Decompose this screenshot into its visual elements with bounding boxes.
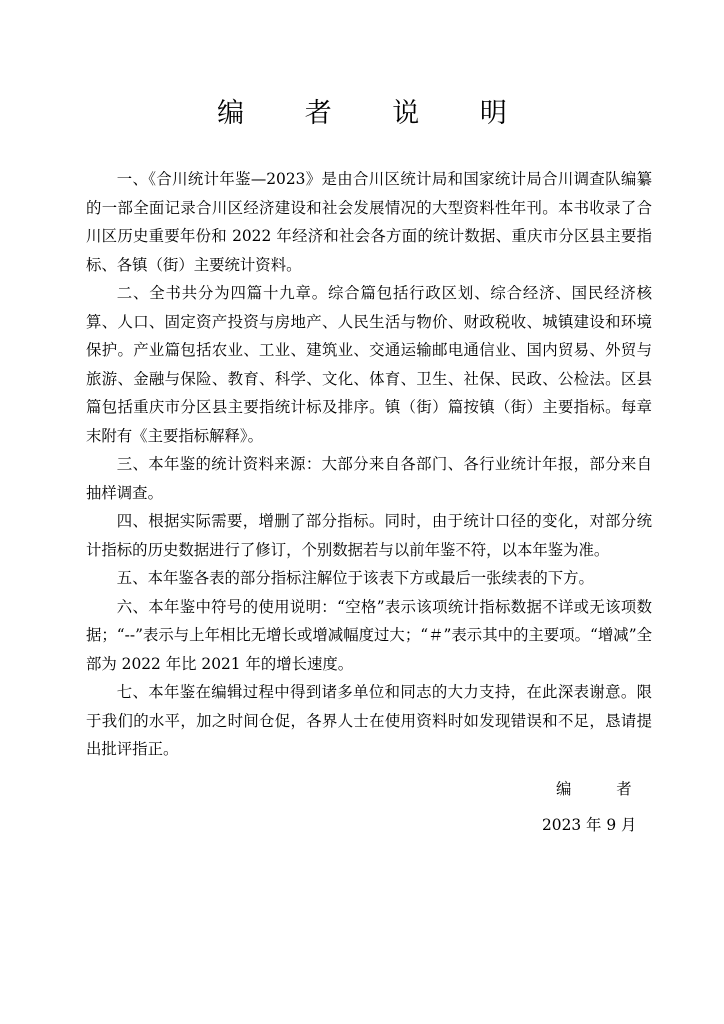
- body-text: [86, 165, 652, 764]
- signature: 编 者: [556, 780, 652, 798]
- paragraph-4: 四、根据实际需要，增删了部分指标。同时，由于统计口径的变化，对部分统计指标的历史数据进行了修订，个别数据若与以前年鉴不符，以本年鉴为准。: [86, 512, 652, 559]
- paragraph-7: 七、本年鉴在编辑过程中得到诸多单位和同志的大力支持，在此深表谢意。限于我们的水平，加之时间仓促，各界人士在使用资料时如发现错误和不足，恳请提出批评指正。: [86, 683, 652, 758]
- date: 2023 年 9 月: [542, 816, 637, 834]
- paragraph-3: 三、本年鉴的统计资料来源：大部分来自各部门、各行业统计年报，部分来自抽样调查。: [86, 455, 652, 502]
- paragraph-1: 一、《合川统计年鉴—2023》是由合川区统计局和国家统计局合川调查队编纂的一部全面记录合川区经济建设和社会发展情况的大型资料性年刊。本书收录了合川区历史重要年份和 2022 年经济和社会各方面的统计数据、重庆市分区县主要指标、各镇（街）主要统计资料。: [86, 170, 652, 274]
- paragraph-2: 二、全书共分为四篇十九章。综合篇包括行政区划、综合经济、国民经济核算、人口、固定资产投资与房地产、人民生活与物价、财政税收、城镇建设和环境保护。产业篇包括农业、工业、建筑业、交通运输邮电通信业、国内贸易、外贸与旅游、金融与保险、教育、科学、文化、体育、卫生、社保、民政、公检法。区县篇包括重庆市分区县主要指统计标及排序。镇（街）篇按镇（街）主要指标。每章末附有《主要指标解释》。: [86, 284, 652, 445]
- page-title: 编 者 说 明: [217, 98, 533, 129]
- paragraph-6: 六、本年鉴中符号的使用说明：“空格”表示该项统计指标数据不详或无该项数据；“--”表示与上年相比无增长或增减幅度过大；“＃”表示其中的主要项。“增减”全部为 2022 年比 2021 年的增长速度。: [86, 597, 652, 673]
- paragraph-5: 五、本年鉴各表的部分指标注解位于该表下方或最后一张续表的下方。: [116, 569, 594, 587]
